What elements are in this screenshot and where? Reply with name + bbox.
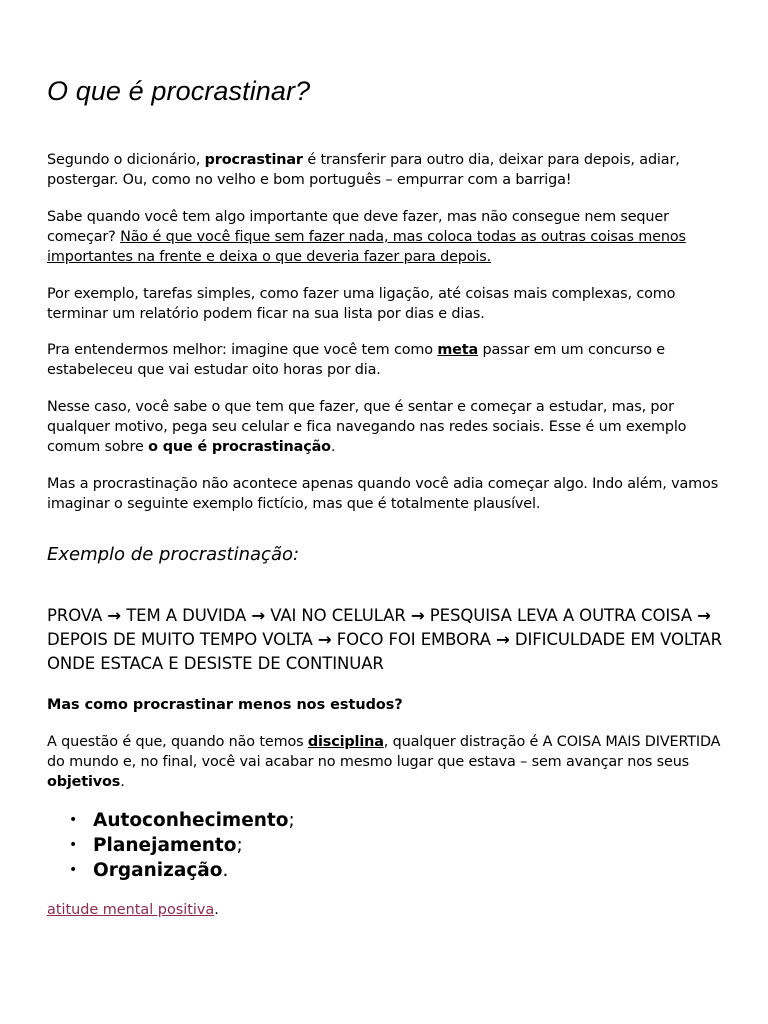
footer-link-line: atitude mental positiva. <box>47 902 219 918</box>
term-procrastinar: procrastinar <box>204 152 303 168</box>
term-disciplina: disciplina <box>307 734 384 750</box>
procrastination-flow <box>47 604 737 676</box>
arrow-right-icon: → <box>107 606 122 625</box>
flow-step: TEM A DUVIDA <box>126 606 247 625</box>
question-heading: Mas como procrastinar menos nos estudos? <box>47 697 403 713</box>
underlined-text: Não é que você fique sem fazer nada, mas coloca todas as outras coisas menos importantes na frente e deixa o que deveria fazer para depois. <box>47 229 686 265</box>
flow-step: FOCO FOI EMBORA <box>336 630 491 649</box>
arrow-right-icon: → <box>317 630 332 649</box>
page-title: O que é procrastinar? <box>47 76 311 106</box>
positive-attitude-link[interactable]: atitude mental positiva <box>47 902 215 918</box>
paragraph-explanation: Sabe quando você tem algo importante que deve fazer, mas não consegue nem sequer começar? Não é que você fique sem fazer nada, mas coloca todas as outras coisas menos importantes na frente e deixa o que deveria fazer para depois. <box>47 209 686 265</box>
paragraph-beyond: Mas a procrastinação não acontece apenas quando você adia começar algo. Indo além, vamos imaginar o seguinte exemplo fictício, mas que é totalmente plausível. <box>47 476 719 512</box>
paragraph-case: Nesse caso, você sabe o que tem que fazer, que é sentar e começar a estudar, mas, por qualquer motivo, pega seu celular e fica navegando nas redes sociais. Esse é um exemplo comum sobre o que é procrastinação. <box>47 399 687 455</box>
flow-step: DEPOIS DE MUITO TEMPO VOLTA <box>47 630 313 649</box>
paragraph-example-tasks: Por exemplo, tarefas simples, como fazer uma ligação, até coisas mais complexas, como terminar um relatório podem ficar na sua lista por dias e dias. <box>47 286 676 322</box>
flow-step: DIFICULDADE EM VOLTAR ONDE ESTACA E DESISTE DE CONTINUAR <box>47 630 722 673</box>
term-objetivos: objetivos <box>47 774 121 790</box>
term-procrastinacao: o que é procrastinação <box>148 439 331 455</box>
example-heading: Exemplo de procrastinação: <box>47 544 300 565</box>
paragraph-meta: Pra entendermos melhor: imagine que você tem como meta passar em um concurso e estabeleceu que vai estudar oito horas por dia. <box>47 342 665 378</box>
arrow-right-icon: → <box>251 606 266 625</box>
flow-step: PESQUISA LEVA A OUTRA COISA <box>429 606 692 625</box>
arrow-right-icon: → <box>496 630 510 649</box>
arrow-right-icon: → <box>410 606 425 625</box>
tips-list <box>47 808 295 883</box>
bullet-icon: • <box>69 862 78 878</box>
term-meta: meta <box>437 342 479 358</box>
flow-step: PROVA <box>47 606 103 625</box>
flow-step: VAI NO CELULAR <box>270 606 406 625</box>
paragraph-discipline: A questão é que, quando não temos disciplina, qualquer distração é A COISA MAIS DIVERTIDA do mundo e, no final, você vai acabar no mesmo lugar que estava – sem avançar nos seus objetivos. <box>47 734 721 790</box>
bullet-icon: • <box>69 837 78 853</box>
arrow-right-icon: → <box>697 606 711 625</box>
list-item: • Planejamento; <box>69 835 243 856</box>
list-item: • Autoconhecimento; <box>69 810 295 831</box>
paragraph-definition: Segundo o dicionário, procrastinar é transferir para outro dia, deixar para depois, adiar, postergar. Ou, como no velho e bom português – empurrar com a barriga! <box>47 152 680 188</box>
list-item: • Organização. <box>69 860 229 881</box>
bullet-icon: • <box>69 812 78 828</box>
